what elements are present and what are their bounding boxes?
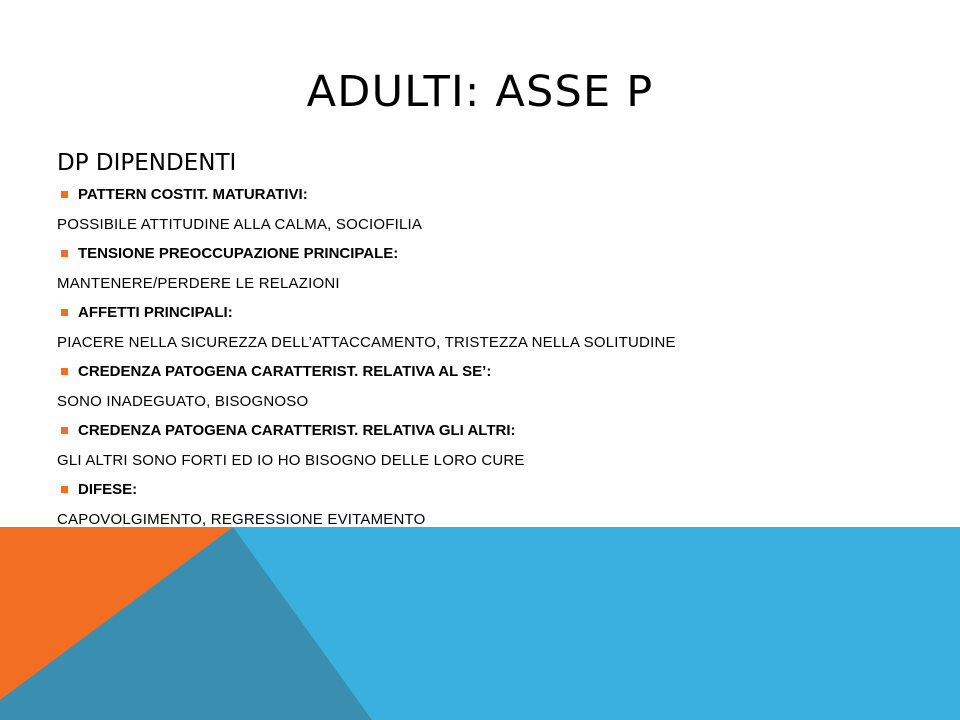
bullet-detail [57, 446, 917, 476]
item-text: GLI ALTRI SONO FORTI ED IO HO BISOGNO DELLE LORO CURE [57, 451, 525, 469]
item-text: PATTERN COSTIT. MATURATIVI: [78, 186, 308, 203]
bullet-heading [57, 416, 917, 446]
bullet-detail [57, 328, 917, 358]
square-bullet-icon [61, 486, 68, 493]
square-bullet-icon [61, 250, 68, 257]
bullet-heading [57, 357, 917, 387]
item-text: CAPOVOLGIMENTO, REGRESSIONE EVITAMENTO [57, 510, 426, 528]
bullet-detail [57, 210, 917, 240]
square-bullet-icon [61, 427, 68, 434]
bullet-heading [57, 180, 917, 210]
slide-title: ADULTI: ASSE P [306, 67, 654, 117]
item-text: PIACERE NELLA SICUREZZA DELL’ATTACCAMENTO, TRISTEZZA NELLA SOLITUDINE [57, 333, 676, 351]
square-bullet-icon [61, 309, 68, 316]
bullet-detail [57, 387, 917, 417]
square-bullet-icon [61, 368, 68, 375]
item-text: POSSIBILE ATTITUDINE ALLA CALMA, SOCIOFILIA [57, 215, 423, 233]
item-text: MANTENERE/PERDERE LE RELAZIONI [57, 274, 340, 292]
slide-subtitle: DP DIPENDENTI [57, 150, 237, 176]
bullet-heading [57, 239, 917, 269]
bullet-heading [57, 475, 917, 505]
slide-content [57, 146, 917, 534]
item-text: TENSIONE PREOCCUPAZIONE PRINCIPALE: [78, 245, 399, 262]
bullet-heading [57, 298, 917, 328]
item-text: CREDENZA PATOGENA CARATTERIST. RELATIVA AL SE’: [78, 363, 492, 380]
square-bullet-icon [61, 191, 68, 198]
item-list [57, 180, 917, 534]
item-text: SONO INADEGUATO, BISOGNOSO [57, 392, 309, 410]
bullet-detail [57, 505, 917, 535]
item-text: CREDENZA PATOGENA CARATTERIST. RELATIVA GLI ALTRI: [78, 422, 516, 439]
bullet-detail [57, 269, 917, 299]
item-text: DIFESE: [78, 481, 138, 498]
item-text: AFFETTI PRINCIPALI: [78, 304, 233, 321]
